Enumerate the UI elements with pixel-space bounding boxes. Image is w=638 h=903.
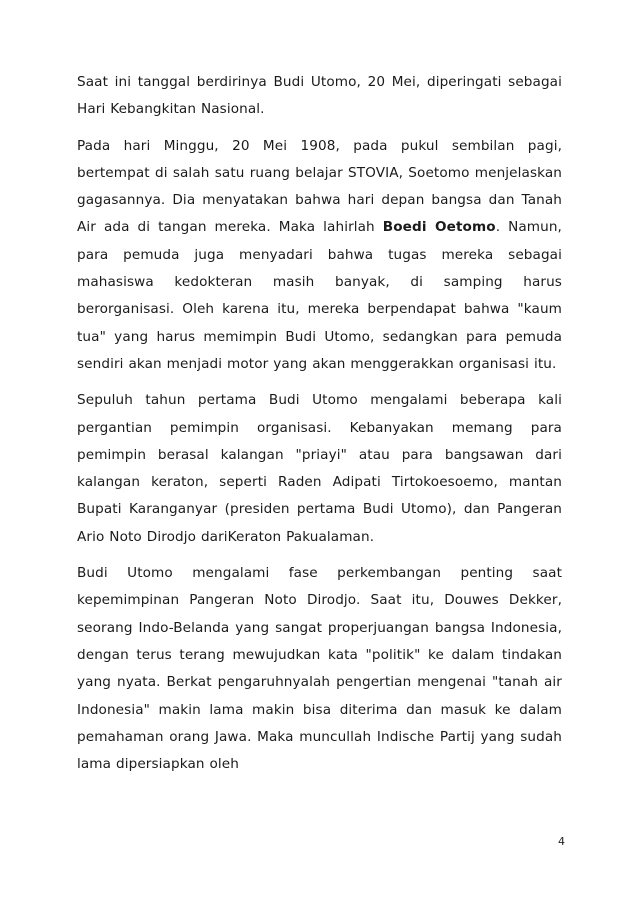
bold-term-boedi-oetomo: Boedi Oetomo <box>382 219 496 236</box>
page-number: 4 <box>558 835 565 848</box>
paragraph-2 <box>77 133 562 379</box>
paragraph-2-text-start: Pada hari Minggu, 20 Mei 1908, pada pukul sembilan pagi, bertempat di salah satu ruang belajar STOVIA, Soetomo menjelaskan gagasannya. Dia menyatakan bahwa hari depan bangsa dan Tanah Air ada di tangan mereka. Maka lahirlah <box>77 137 562 236</box>
paragraph-3-text: Sepuluh tahun pertama Budi Utomo mengalami beberapa kali pergantian pemimpin organisasi. Kebanyakan memang para pemimpin berasal kalangan "priayi" atau para bangsawan dari kalangan keraton, seperti Raden Adipati Tirtokoesoemo, mantan Bupati Karanganyar (presiden pertama Budi Utomo), dan Pangeran Ario Noto Dirodjo dariKeraton Pakualaman. <box>77 392 562 545</box>
paragraph-1 <box>77 69 562 124</box>
paragraph-1-text: Saat ini tanggal berdirinya Budi Utomo, 20 Mei, diperingati sebagai Hari Kebangkitan Nasional. <box>77 74 562 118</box>
paragraph-3 <box>77 387 562 551</box>
paragraph-4 <box>77 560 562 778</box>
paragraph-4-text: Budi Utomo mengalami fase perkembangan penting saat kepemimpinan Pangeran Noto Dirodjo. Saat itu, Douwes Dekker, seorang Indo-Belanda yang sangat properjuangan bangsa Indonesia, dengan terus terang mewujudkan kata "politik" ke dalam tindakan yang nyata. Berkat pengaruhnyalah pengertian mengenai "tanah air Indonesia" makin lama makin bisa diterima dan masuk ke dalam pemahaman orang Jawa. Maka muncullah Indische Partij yang sudah lama dipersiapkan oleh <box>77 565 562 773</box>
document-body <box>77 69 562 787</box>
paragraph-2-text-end: . Namun, para pemuda juga menyadari bahwa tugas mereka sebagai mahasiswa kedokteran masih banyak, di samping harus berorganisasi. Oleh karena itu, mereka berpendapat bahwa "kaum tua" yang harus memimpin Budi Utomo, sedangkan para pemuda sendiri akan menjadi motor yang akan menggerakkan organisasi itu. <box>77 219 562 372</box>
